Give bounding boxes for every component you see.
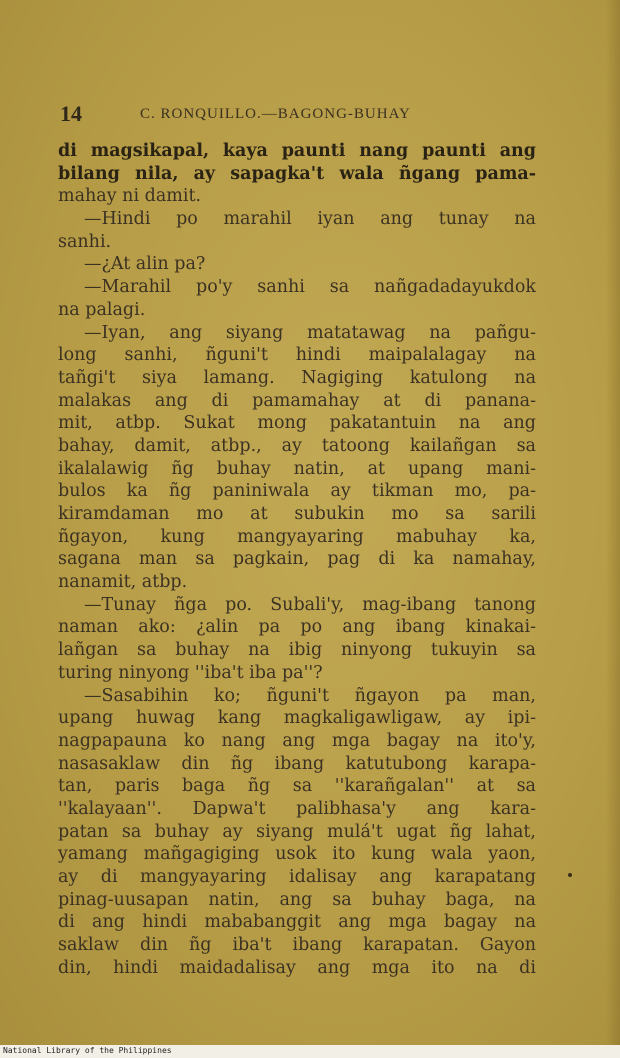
text-line: lañgan sa buhay na ibig ninyong tukuyin sa xyxy=(58,640,536,661)
page-number: 14 xyxy=(60,101,82,126)
text-line: —¿At alin pa? xyxy=(84,254,206,275)
text-line: malakas ang di pamamahay at di panana- xyxy=(58,390,536,411)
text-line: din, hindi maidadalisay ang mga ito na di xyxy=(58,957,536,978)
text-line: di ang hindi mababanggit ang mga bagay na xyxy=(58,912,536,933)
running-head: C. RONQUILLO.—BAGONG-BUHAY xyxy=(140,106,411,122)
text-line: sanhi. xyxy=(58,231,112,252)
text-line: —Hindi po marahil iyan ang tunay na xyxy=(84,209,536,230)
text-line: ñgayon, kung mangyayaring mabuhay ka, xyxy=(58,526,536,547)
text-line: —Tunay ñga po. Subali'y, mag-ibang tanong xyxy=(84,594,536,615)
text-line: long sanhi, ñguni't hindi maipalalagay na xyxy=(58,345,536,366)
text-line: di magsikapal, kaya paunti nang paunti ang xyxy=(58,141,536,161)
text-line: naman ako: ¿alin pa po ang ibang kinakai- xyxy=(58,617,536,638)
text-line: nanamit, atbp. xyxy=(58,572,188,593)
ink-speck xyxy=(568,873,572,877)
text-line: ikalalawig ñg buhay natin, at upang mani- xyxy=(58,458,536,479)
text-line: patan sa buhay ay siyang mulá't ugat ñg lahat, xyxy=(58,821,536,842)
text-line: tañgi't siya lamang. Nagiging katulong na xyxy=(58,367,536,388)
text-line: sagana man sa pagkain, pag di ka namahay, xyxy=(58,549,536,570)
text-line: mit, atbp. Sukat mong pakatantuin na ang xyxy=(58,413,536,434)
text-line: bilang nila, ay sapagka't wala ñgang pama- xyxy=(58,163,536,184)
footer-credit: National Library of the Philippines xyxy=(3,1046,172,1055)
text-line: upang huwag kang magkaligawligaw, ay ipi- xyxy=(58,708,536,729)
text-line: pinag-uusapan natin, ang sa buhay baga, na xyxy=(58,889,536,910)
text-line: tan, paris baga ñg sa ''karañgalan'' at sa xyxy=(58,776,536,797)
text-line: mahay ni damit. xyxy=(58,186,202,207)
footer-bar xyxy=(0,1045,620,1058)
text-line: ''kalayaan''. Dapwa't palibhasa'y ang kara- xyxy=(58,798,536,819)
text-line: —Sasabihin ko; ñguni't ñgayon pa man, xyxy=(84,685,536,706)
text-line: turing ninyong ''iba't iba pa''? xyxy=(58,662,323,683)
text-line: bahay, damit, atbp., ay tatoong kailañgan sa xyxy=(58,435,536,456)
text-line: kiramdaman mo at subukin mo sa sarili xyxy=(58,504,536,524)
text-line: yamang mañgagiging usok ito kung wala yaon, xyxy=(58,844,536,865)
text-line: —Marahil po'y sanhi sa nañgadadayukdok xyxy=(84,277,536,298)
text-line: —Iyan, ang siyang matatawag na pañgu- xyxy=(84,322,536,343)
text-line: saklaw din ñg iba't ibang karapatan. Gayon xyxy=(58,935,536,956)
text-line: nagpapauna ko nang ang mga bagay na ito'y, xyxy=(58,730,536,751)
page-header xyxy=(60,101,560,131)
text-line: nasasaklaw din ñg ibang katutubong karapa- xyxy=(58,753,536,774)
text-line: bulos ka ñg paniniwala ay tikman mo, pa- xyxy=(58,481,536,502)
text-line: ay di mangyayaring idalisay ang karapatang xyxy=(58,867,536,887)
text-line: na palagi. xyxy=(58,299,146,320)
body-text xyxy=(58,140,536,979)
page-edge-shadow xyxy=(606,0,620,1058)
